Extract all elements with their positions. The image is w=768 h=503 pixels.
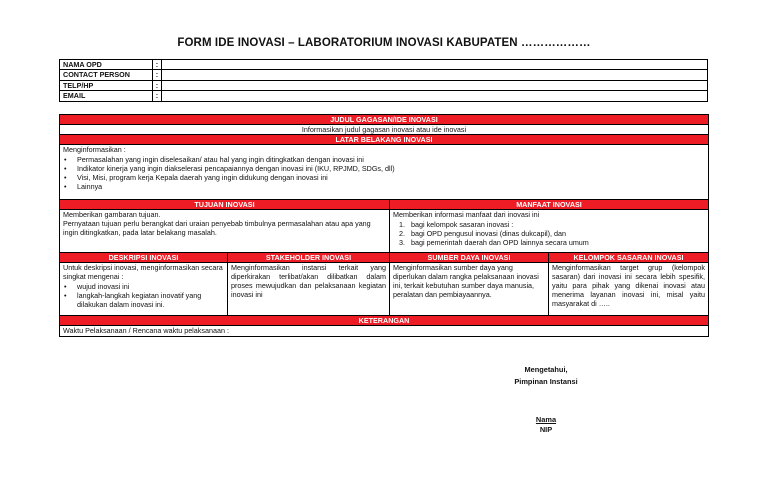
- info-value-field[interactable]: [162, 70, 708, 80]
- tujuan-header: TUJUAN INOVASI: [60, 200, 390, 210]
- info-row-contact-person: [60, 70, 708, 80]
- kelompok-cell[interactable]: Menginformasikan target grup (kelompok sasaran) dari inovasi ini secara lebih spesifik, yaitu para pihak yang dikenai inovasi atau menerima layanan inovasi ini, misal yaitu masyarakat di …..: [549, 263, 709, 316]
- list-item: 1. bagi kelompok sasaran inovasi :: [399, 220, 514, 229]
- info-row-telp: [60, 80, 708, 90]
- list-item: • langkah-langkah kegiatan inovatif yang dilakukan dalam inovasi ini.: [73, 291, 224, 309]
- list-item: • Permasalahan yang ingin diselesaikan/ atau hal yang ingin ditingkatkan dengan inovasi ini: [73, 155, 705, 164]
- info-row-nama-opd: [60, 60, 708, 70]
- sumber-header: SUMBER DAYA INOVASI: [390, 253, 549, 263]
- signature-nip: NIP: [539, 425, 553, 434]
- info-value-field[interactable]: [162, 60, 708, 70]
- manfaat-header: MANFAAT INOVASI: [390, 200, 709, 210]
- manfaat-intro: Memberikan informasi manfaat dari inovasi ini: [393, 210, 540, 219]
- list-item: • Indikator kinerja yang ingin diakselerasi pencapaiannya dengan inovasi ini (IKU, RPJMD, SDGs, dll): [73, 164, 705, 173]
- info-colon: :: [153, 80, 162, 90]
- info-row-email: [60, 91, 708, 101]
- manfaat-list: [393, 220, 705, 247]
- signature-name: Nama: [535, 415, 557, 424]
- info-value-field[interactable]: [162, 91, 708, 101]
- tujuan-line1: Memberikan gambaran tujuan.: [63, 210, 161, 219]
- judul-text[interactable]: Informasikan judul gagasan inovasi atau ide inovasi: [60, 125, 709, 135]
- tujuan-line2: Pernyataan tujuan perlu berangkat dari uraian penyebab timbulnya permasalahan atau apa yang ingin ditingkatkan, pada latar belakang masalah.: [63, 219, 371, 237]
- info-colon: :: [153, 70, 162, 80]
- latar-list: [63, 155, 705, 191]
- deskripsi-cell[interactable]: [60, 263, 228, 316]
- latar-intro: Menginformasikan :: [63, 145, 126, 154]
- deskripsi-intro: Untuk deskripsi inovasi, menginformasikan secara singkat mengenai :: [63, 263, 223, 281]
- stakeholder-cell[interactable]: Menginformasikan instansi terkait yang diperkirakan terlibat/akan dilibatkan dalam proses mewujudkan dan pelaksanaan kegiatan inovasi ini: [228, 263, 390, 316]
- info-label: CONTACT PERSON: [60, 70, 153, 80]
- stakeholder-header: STAKEHOLDER INOVASI: [228, 253, 390, 263]
- info-value-field[interactable]: [162, 80, 708, 90]
- list-item: 2. bagi OPD pengusul inovasi (dinas dukcapil), dan: [399, 229, 567, 238]
- judul-header: JUDUL GAGASAN/IDE INOVASI: [60, 115, 709, 125]
- tujuan-cell[interactable]: [60, 210, 390, 253]
- info-colon: :: [153, 60, 162, 70]
- info-label: EMAIL: [60, 91, 153, 101]
- list-item: • Lainnya: [73, 182, 705, 191]
- keterangan-cell[interactable]: Waktu Pelaksanaan / Rencana waktu pelaksanaan :: [60, 326, 709, 337]
- info-colon: :: [153, 91, 162, 101]
- list-item: • wujud inovasi ini: [73, 282, 224, 291]
- manfaat-cell[interactable]: [390, 210, 709, 253]
- keterangan-header: KETERANGAN: [60, 316, 709, 326]
- signature-line2: Pimpinan Instansi: [514, 377, 578, 386]
- signature-line1: Mengetahui,: [524, 365, 568, 374]
- deskripsi-header: DESKRIPSI INOVASI: [60, 253, 228, 263]
- list-item: • Visi, Misi, program kerja Kepala daerah yang ingin didukung dengan inovasi ini: [73, 173, 705, 182]
- kelompok-header: KELOMPOK SASARAN INOVASI: [549, 253, 709, 263]
- info-label: TELP/HP: [60, 80, 153, 90]
- sumber-cell[interactable]: Menginformasikan sumber daya yang diperlukan dalam rangka pelaksanaan inovasi ini, terkait kebutuhan sumber daya manusia, peralatan dan pembiayaannya.: [390, 263, 549, 316]
- main-form-table: [59, 114, 709, 337]
- list-item: 3. bagi pemerintah daerah dan OPD lainnya secara umum: [399, 238, 589, 247]
- deskripsi-list: [63, 282, 224, 309]
- info-label: NAMA OPD: [60, 60, 153, 70]
- info-table: [59, 59, 708, 102]
- signature-block: [486, 365, 606, 434]
- latar-cell[interactable]: [60, 145, 709, 200]
- latar-header: LATAR BELAKANG INOVASI: [60, 135, 709, 145]
- form-title: FORM IDE INOVASI – LABORATORIUM INOVASI KABUPATEN ………………: [177, 37, 591, 49]
